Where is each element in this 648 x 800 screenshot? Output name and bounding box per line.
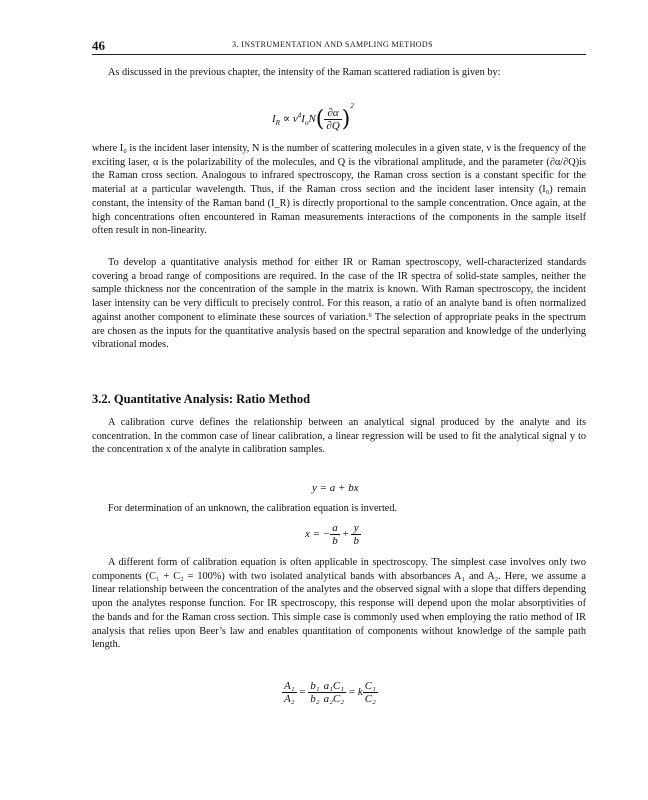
intro-paragraph [92,66,586,80]
cross-section-fraction: $\frac{\partial\alpha}{\partial Q}$ [326,106,340,132]
paragraph-4 [92,502,586,516]
page-header [92,38,586,55]
raman-intensity-equation: $I_R \propto \nu^4I_oN$( $\frac{\partial\alpha}{\partial Q}$ )$^2$ [272,102,354,132]
page-number: 46 [92,38,105,53]
paragraph-3-text: A calibration curve defines the relationship between an analytical signal produced by the analyte and its concentration. In the common case of linear calibration, a linear regression will be used to fit the analytical signal y to the concentration x of the analyte in calibration samples. [92,417,586,456]
section-heading: 3.2. Quantitative Analysis: Ratio Method [92,392,311,406]
left-paren: ( [315,106,325,132]
paragraph-5-text: A different form of calibration equation is often applicable in spectroscopy. The simplest case involves only two components (C₁ + C₂ = 100%) with two isolated analytical bands with absorbances A₁ and A₂. Here, we assume a linear relationship between the concentration of the analytes and the observed signal with a slope that differs depending upon the analytes response function. For IR spectroscopy, this response will depend upon the molar absorptivities of the bands and for the Raman cross section. This simple case is commonly used when employing the ratio method of IR analysis that relies upon Beer’s law and enables quantitation of components without knowledge of the sample path length. [92,557,586,651]
inverted-calibration-equation: x = − $\frac{a}{b}$ + $\frac{y}{b}$ [305,522,359,547]
paragraph-3 [92,416,586,457]
running-head: 3. INSTRUMENTATION AND SAMPLING METHODS [232,40,433,49]
right-paren: ) [341,106,351,132]
paragraph-1-text: where I₀ is the incident laser intensity, N is the number of scattering molecules in a given state, ν is the frequency of the exciting laser, α is the polarizability of the molecules, and Q is the vibrational amplitude, and the parameter (∂α/∂Q)is the Raman cross section. Analogous to infrared spectroscopy, the Raman cross section is a constant specific for the material at a particular wavelength. Thus, if the Raman cross section and the incident laser intensity (I₀) remain constant, the intensity of the Raman band (I_R) is directly proportional to the sample concentration. Once again, at the high concentrations often encountered in Raman measurements interactions of the components in the sample itself often result in non-linearity. [92,143,586,237]
paragraph-5 [92,556,586,652]
linear-calibration-equation: y = a + bx [312,482,359,494]
paragraph-2 [92,256,586,352]
paragraph-1 [92,142,586,238]
intro-text: As discussed in the previous chapter, the intensity of the Raman scattered radiation is given by: [108,67,501,78]
paragraph-2-text: To develop a quantitative analysis method for either IR or Raman spectroscopy, well-characterized standards covering a broad range of compositions are required. In the case of the IR spectra of solid-state samples, neither the sample thickness nor the concentration of the sample in the matrix is known. With Raman spectroscopy, the incident laser intensity can be very difficult to precisely control. For this reason, a ratio of an analyte band is often normalized against another component to eliminate these sources of variation.⁶ The selection of appropriate peaks in the spectrum are chosen as the inputs for the quantitative analysis based on the spectral separation and knowledge of the underlying vibrational modes. [92,257,586,351]
paragraph-4-text: For determination of an unknown, the calibration equation is inverted. [108,503,398,514]
ratio-method-equation: $\frac{\text{A₁}}{\text{A₂}}$ = $\frac{\text{b₁}}{\text{b₂}}$ $\frac{\text{a₁C₁}}{\text{a₂C₂}}$ = k $\frac{\text{C₁}}{\text{C₂}}$ [284,680,376,705]
